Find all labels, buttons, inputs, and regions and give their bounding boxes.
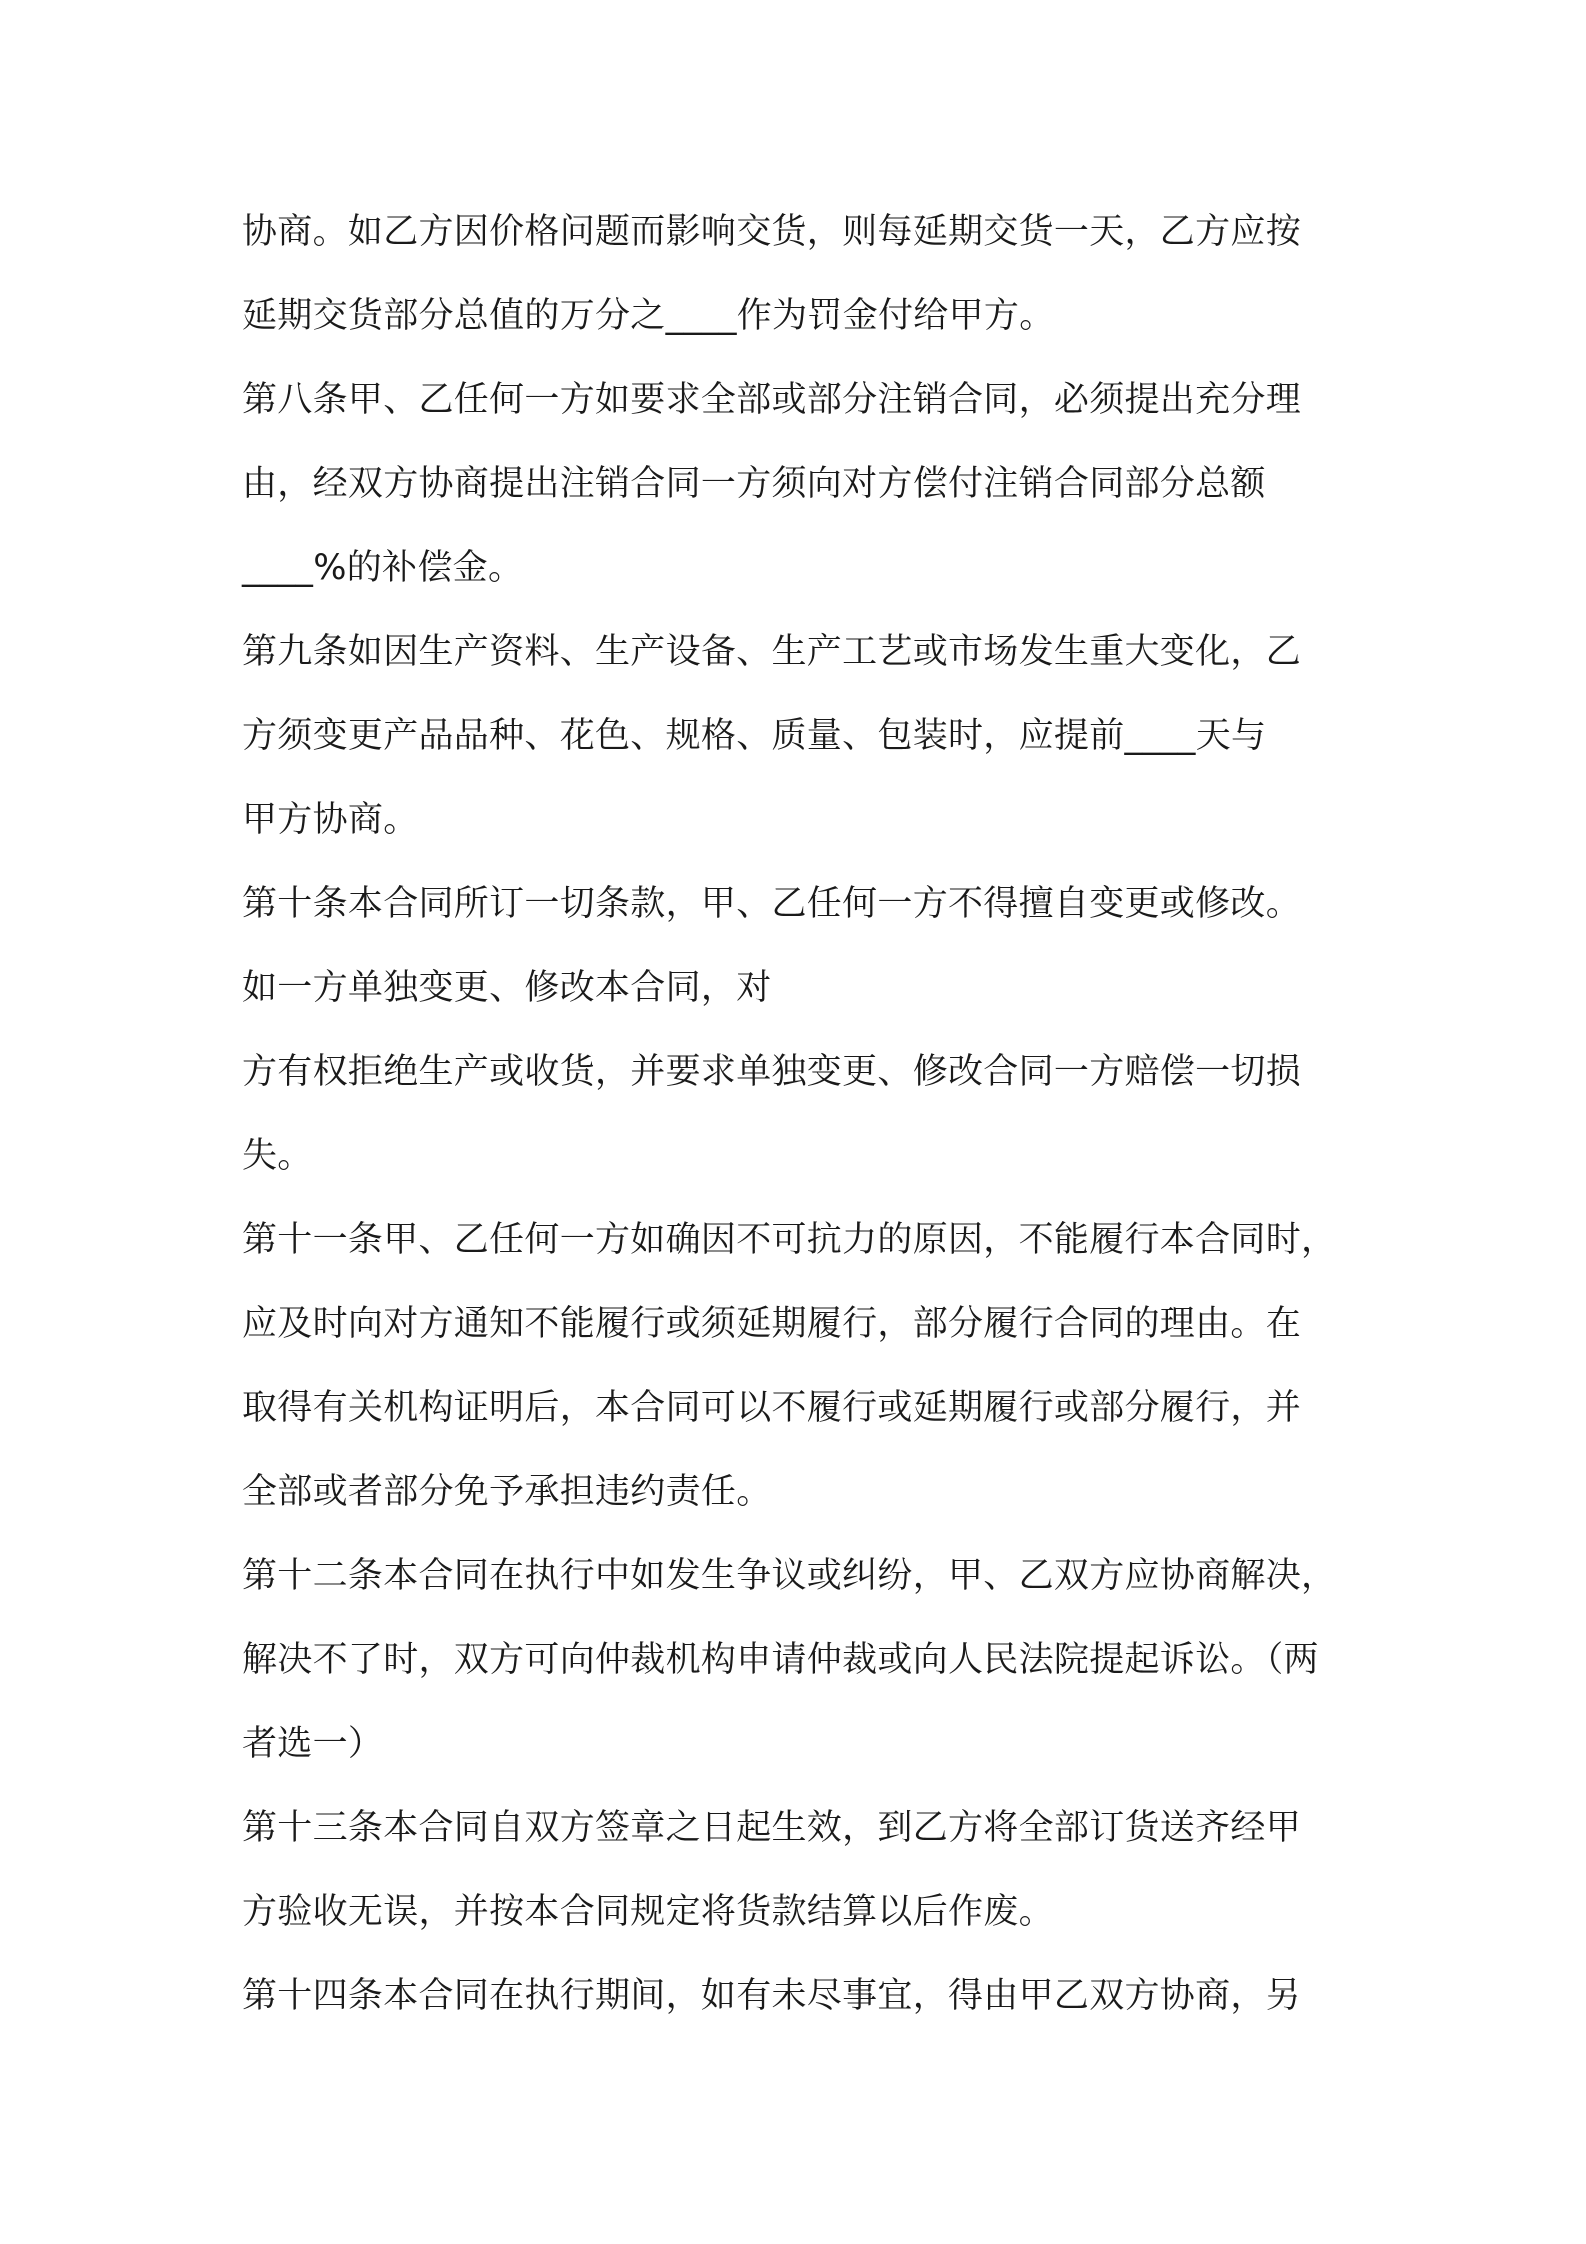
text-line: 由，经双方协商提出注销合同一方须向对方偿付注销合同部分总额 <box>242 464 1266 504</box>
text-line: 解决不了时，双方可向仲裁机构申请仲裁或向人民法院提起诉讼。（两 <box>242 1640 1319 1680</box>
text-line: 第八条甲、乙任何一方如要求全部或部分注销合同，必须提出充分理 <box>242 380 1302 420</box>
text-line: 如一方单独变更、修改本合同，对 <box>242 968 772 1008</box>
text-line: 第十条本合同所订一切条款，甲、乙任何一方不得擅自变更或修改。 <box>242 884 1302 924</box>
text-line: 协商。如乙方因价格问题而影响交货，则每延期交货一天，乙方应按 <box>242 212 1302 252</box>
text-line: 第十三条本合同自双方签章之日起生效，到乙方将全部订货送齐经甲 <box>242 1808 1302 1848</box>
text-line: 延期交货部分总值的万分之____作为罚金付给甲方。 <box>242 296 1055 336</box>
text-line: 方有权拒绝生产或收货，并要求单独变更、修改合同一方赔偿一切损 <box>242 1052 1302 1092</box>
text-line: 全部或者部分免予承担违约责任。 <box>242 1472 772 1512</box>
text-line: 方须变更产品品种、花色、规格、质量、包装时，应提前____天与 <box>242 716 1267 756</box>
text-line: 应及时向对方通知不能履行或须延期履行，部分履行合同的理由。在 <box>242 1304 1302 1344</box>
text-line: 取得有关机构证明后，本合同可以不履行或延期履行或部分履行，并 <box>242 1388 1302 1428</box>
document-body <box>242 190 1362 2038</box>
text-line: 第九条如因生产资料、生产设备、生产工艺或市场发生重大变化，乙 <box>242 632 1302 672</box>
text-line: 者选一） <box>242 1724 384 1764</box>
text-line: 第十二条本合同在执行中如发生争议或纠纷，甲、乙双方应协商解决， <box>242 1556 1337 1596</box>
text-line: 失。 <box>242 1136 313 1176</box>
text-line: 第十一条甲、乙任何一方如确因不可抗力的原因，不能履行本合同时， <box>242 1220 1337 1260</box>
text-line: 方验收无误，并按本合同规定将货款结算以后作废。 <box>242 1892 1054 1932</box>
text-line: 甲方协商。 <box>242 800 419 840</box>
text-line: ____%的补偿金。 <box>242 548 524 588</box>
text-line: 第十四条本合同在执行期间，如有未尽事宜，得由甲乙双方协商，另 <box>242 1976 1302 2016</box>
